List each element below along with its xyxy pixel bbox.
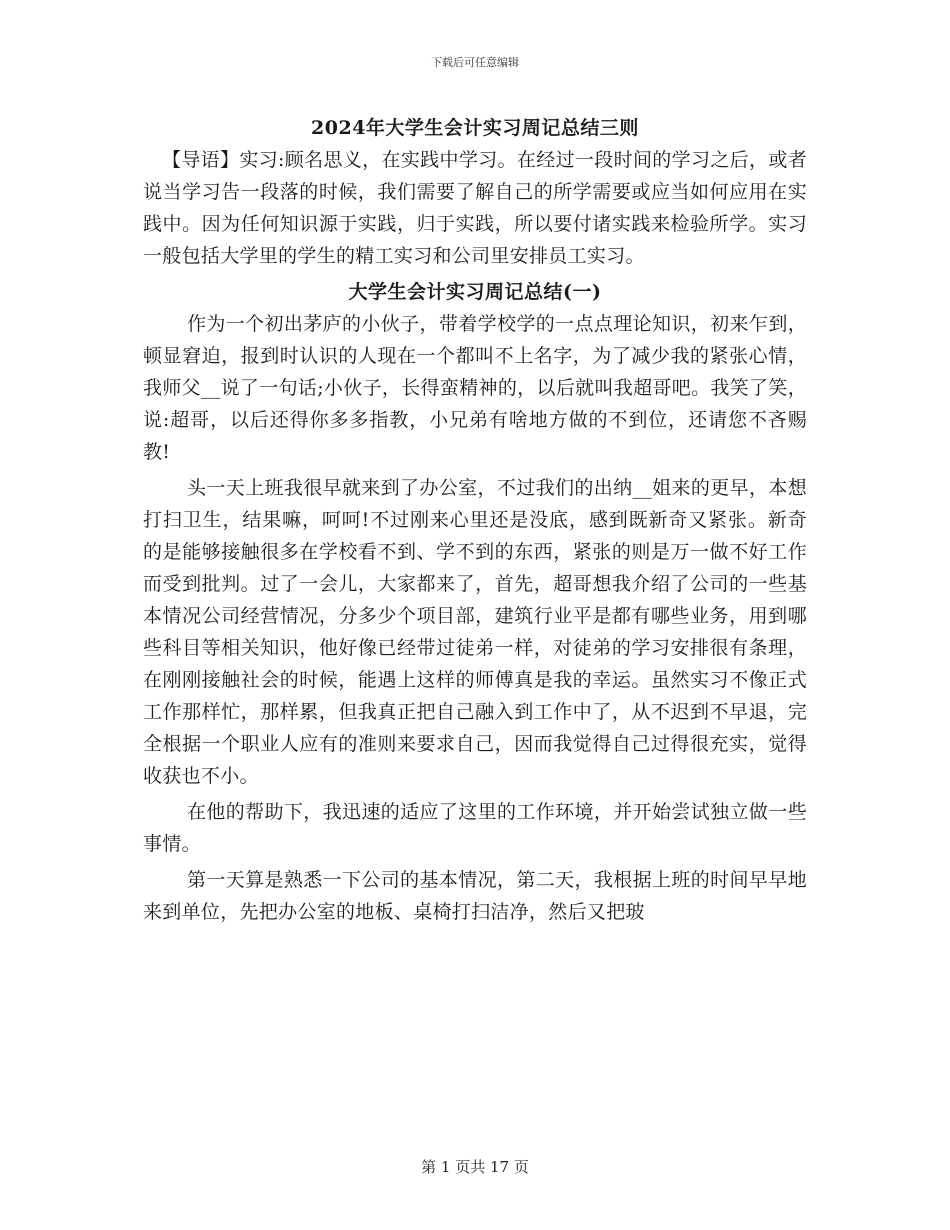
header-note: 下载后可任意编辑 xyxy=(431,56,519,69)
intro-paragraph: 【导语】实习:顾名思义，在实践中学习。在经过一段时间的学习之后，或者说当学习告一段落的时候，我们需要了解自己的所学需要或应当如何应用在实践中。因为任何知识源于实践，归于实践，所以要付诸实践来检验所学。实习一般包括大学里的学生的精工实习和公司里安排员工实习。 xyxy=(143,149,807,267)
body-paragraph: 在他的帮助下，我迅速的适应了这里的工作环境，并开始尝试独立做一些事情。 xyxy=(143,801,807,855)
section-heading: 大学生会计实习周记总结(一) xyxy=(348,281,602,303)
body-paragraph: 第一天算是熟悉一下公司的基本情况，第二天，我根据上班的时间早早地来到单位，先把办公室的地板、桌椅打扫洁净，然后又把玻 xyxy=(143,869,807,923)
page-footer: 第 1 页共 17 页 xyxy=(421,1158,529,1176)
document-title: 2024年大学生会计实习周记总结三则 xyxy=(311,117,639,139)
body-paragraph: 作为一个初出茅庐的小伙子，带着学校学的一点点理论知识，初来乍到，顿显窘迫，报到时认识的人现在一个都叫不上名字，为了减少我的紧张心情，我师父__说了一句话;小伙子，长得蛮精神的，以后就叫我超哥吧。我笑了笑，说:超哥，以后还得你多多指教，小兄弟有啥地方做的不到位，还请您不吝赐教! xyxy=(143,313,807,463)
document-body xyxy=(143,112,807,932)
body-paragraph: 头一天上班我很早就来到了办公室，不过我们的出纳__姐来的更早，本想打扫卫生，结果嘛，呵呵!不过刚来心里还是没底，感到既新奇又紧张。新奇的是能够接触很多在学校看不到、学不到的东西，紧张的则是万一做不好工作而受到批判。过了一会儿，大家都来了，首先，超哥想我介绍了公司的一些基本情况公司经营情况，分多少个项目部，建筑行业平是都有哪些业务，用到哪些科目等相关知识，他好像已经带过徒弟一样，对徒弟的学习安排很有条理，在刚刚接触社会的时候，能遇上这样的师傅真是我的幸运。虽然实习不像正式工作那样忙，那样累，但我真正把自己融入到工作中了，从不迟到不早退，完全根据一个职业人应有的准则来要求自己，因而我觉得自己过得很充实，觉得收获也不小。 xyxy=(143,477,807,787)
